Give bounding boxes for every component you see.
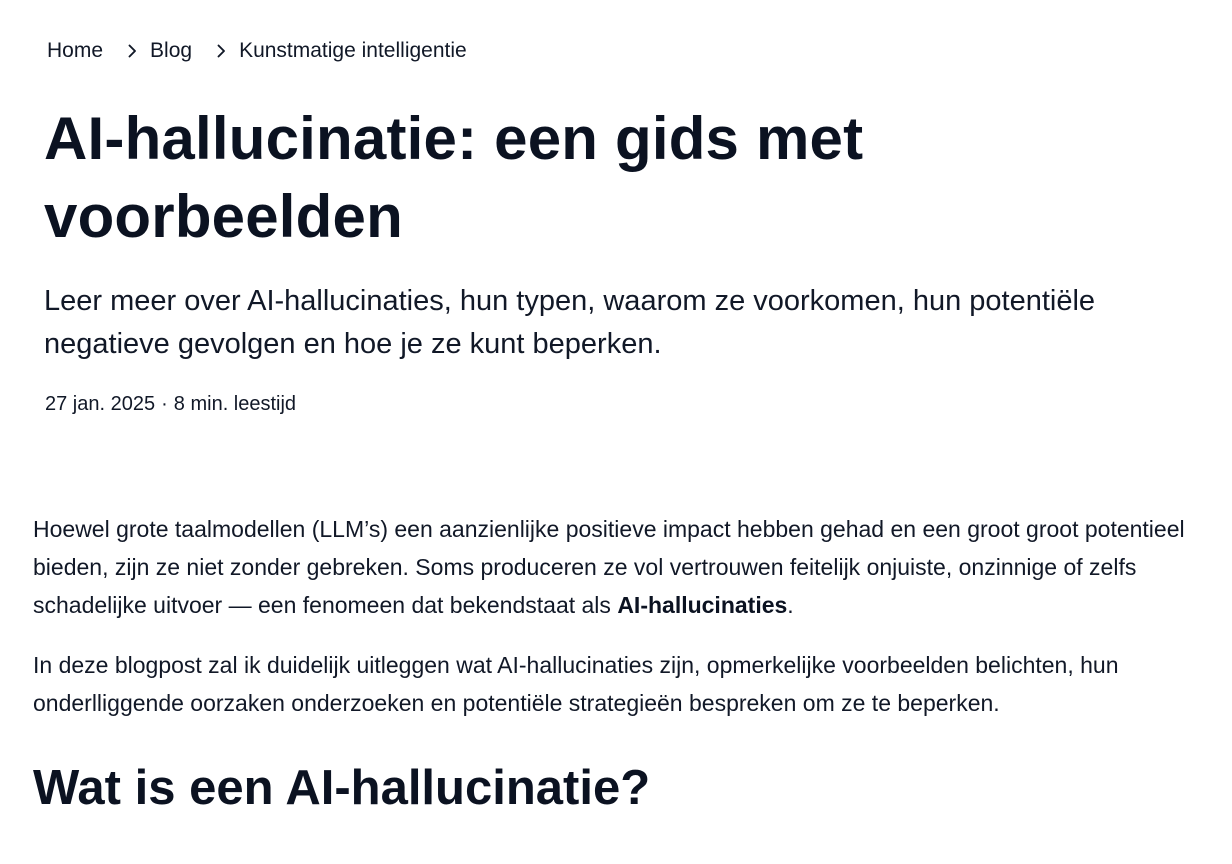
- breadcrumb-category-link[interactable]: Kunstmatige intelligentie: [239, 39, 467, 62]
- meta-separator: ·: [161, 393, 168, 415]
- section-heading: Wat is een AI-hallucinatie?: [33, 761, 651, 815]
- intro-paragraph-text: Hoewel grote taalmodellen (LLM’s) een aanzienlijke positieve impact hebben gehad en een groot groot potentieel bieden, zijn ze niet zonder gebreken. Soms produceren ze vol vertrouwen feitelijk onjuiste, onzinnige of zelfs schadelijke uitvoer — een fenomeen dat bekendstaat als: [33, 516, 1185, 618]
- breadcrumb-home-link[interactable]: Home: [47, 39, 104, 62]
- page-title: AI-hallucinatie: een gids met voorbeelden: [44, 105, 864, 250]
- read-time: 8 min. leestijd: [173, 393, 297, 415]
- breadcrumb-blog-link[interactable]: Blog: [150, 39, 193, 62]
- publish-date: 27 jan. 2025: [45, 393, 156, 415]
- chevron-right-icon: [213, 43, 229, 59]
- breadcrumb: [47, 38, 467, 64]
- intro-paragraph-end: .: [787, 592, 794, 618]
- overview-paragraph: In deze blogpost zal ik duidelijk uitleggen wat AI-hallucinaties zijn, opmerkelijke voorbeelden belichten, hun onderlliggende oorzaken onderzoeken en potentiële strategieën bespreken om ze te beperken.: [33, 652, 1119, 716]
- intro-paragraph: [33, 510, 1223, 624]
- article-subtitle: Leer meer over AI-hallucinaties, hun typen, waarom ze voorkomen, hun potentiële negatieve gevolgen en hoe je ze kunt beperken.: [44, 285, 1096, 360]
- chevron-right-icon: [124, 43, 140, 59]
- article-meta: [45, 392, 296, 416]
- intro-paragraph-emphasis: AI-hallucinaties: [617, 592, 788, 618]
